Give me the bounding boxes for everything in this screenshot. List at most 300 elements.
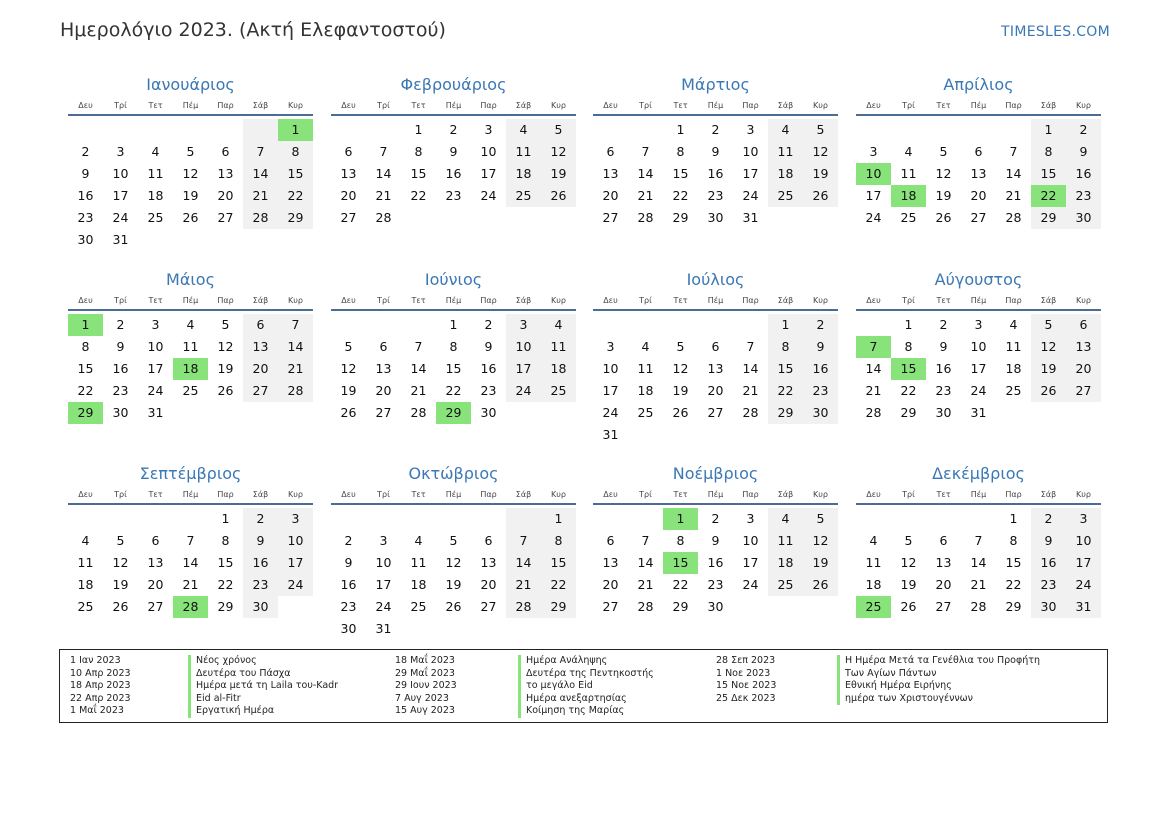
day-cell: 8 [676, 144, 685, 159]
day-cell: 17 [506, 358, 541, 380]
legend-date: 18 Απρ 2023 [70, 680, 131, 691]
day-cell: 24 [480, 188, 497, 203]
day-cell: 21 [865, 383, 882, 398]
weekday-label: Δευ [603, 296, 618, 305]
holiday-day-cell: 18 [891, 185, 926, 207]
day-cell: 28 [1005, 210, 1022, 225]
day-cell: 14 [637, 555, 654, 570]
empty-cell [663, 314, 698, 336]
day-cell: 16 [340, 577, 357, 592]
holiday-day-cell: 29 [436, 402, 471, 424]
day-cell: 31 [970, 405, 987, 420]
day-cell: 10 [742, 144, 759, 159]
day-cell: 27 [1066, 380, 1101, 402]
day-cell: 17 [480, 166, 497, 181]
day-cell: 5 [541, 119, 576, 141]
weekday-label: Παρ [480, 101, 497, 110]
empty-cell [891, 508, 926, 530]
day-cell: 19 [900, 577, 917, 592]
day-cell: 18 [768, 552, 803, 574]
empty-cell [103, 119, 138, 141]
weekday-header [68, 292, 313, 311]
day-cell: 13 [707, 361, 724, 376]
empty-cell [68, 508, 103, 530]
month-block [593, 268, 838, 446]
legend-holiday-name: Η Ημέρα Μετά τα Γενέθλια του Προφήτη [837, 655, 1040, 668]
day-cell: 1 [1009, 511, 1018, 526]
day-cell: 21 [243, 185, 278, 207]
day-cell: 24 [112, 210, 129, 225]
day-cell: 3 [746, 511, 755, 526]
day-cell: 20 [1066, 358, 1101, 380]
day-cell: 1 [449, 317, 458, 332]
day-cell: 31 [602, 427, 619, 442]
day-cell: 2 [243, 508, 278, 530]
day-cell: 31 [1066, 596, 1101, 618]
day-cell: 24 [742, 188, 759, 203]
day-cell: 1 [904, 317, 913, 332]
weekday-label: Κυρ [1076, 490, 1091, 499]
weekday-label: Δευ [341, 101, 356, 110]
holiday-day-cell: 1 [68, 314, 103, 336]
day-grid [856, 119, 1101, 229]
day-cell: 23 [935, 383, 952, 398]
day-cell: 19 [340, 383, 357, 398]
weekday-header [593, 486, 838, 505]
day-cell: 12 [803, 141, 838, 163]
empty-cell [856, 508, 891, 530]
holiday-day-cell: 18 [173, 358, 208, 380]
legend-date: 1 Νοε 2023 [716, 667, 771, 679]
day-cell: 19 [217, 361, 234, 376]
legend-holiday-name: Ημέρα μετά τη Laila του-Kadr [188, 680, 338, 693]
weekday-label: Πέμ [445, 296, 462, 305]
day-cell: 22 [217, 577, 234, 592]
day-cell: 11 [77, 555, 94, 570]
day-cell: 6 [151, 533, 160, 548]
day-cell: 28 [970, 599, 987, 614]
day-cell: 9 [344, 555, 353, 570]
day-cell: 30 [707, 210, 724, 225]
day-cell: 28 [278, 380, 313, 402]
day-cell: 18 [637, 383, 654, 398]
weekday-header [856, 486, 1101, 505]
month-block [68, 73, 313, 251]
brand-link[interactable]: TIMESLES.COM [1001, 24, 1110, 40]
day-cell: 28 [243, 207, 278, 229]
day-cell: 19 [445, 577, 462, 592]
day-cell: 10 [506, 336, 541, 358]
legend-date: 28 Σεπ 2023 [716, 655, 776, 666]
day-cell: 25 [768, 185, 803, 207]
day-cell: 23 [1031, 574, 1066, 596]
day-cell: 14 [410, 361, 427, 376]
day-cell: 19 [803, 552, 838, 574]
day-cell: 18 [77, 577, 94, 592]
weekday-label: Δευ [603, 101, 618, 110]
weekday-label: Πέμ [182, 296, 199, 305]
weekday-label: Κυρ [551, 296, 566, 305]
day-cell: 23 [243, 574, 278, 596]
day-cell: 23 [803, 380, 838, 402]
month-name: Οκτώβριος [408, 464, 499, 483]
day-cell: 8 [1031, 141, 1066, 163]
day-cell: 10 [147, 339, 164, 354]
day-cell: 25 [768, 574, 803, 596]
day-cell: 13 [147, 555, 164, 570]
legend-dates-col-1 [70, 655, 131, 718]
day-cell: 28 [742, 405, 759, 420]
day-cell: 14 [1005, 166, 1022, 181]
day-cell: 18 [865, 577, 882, 592]
day-cell: 19 [112, 577, 129, 592]
day-cell: 17 [1066, 552, 1101, 574]
day-cell: 5 [939, 144, 948, 159]
legend-holiday-name: το μεγάλο Eid [518, 680, 654, 693]
day-grid [331, 119, 576, 229]
empty-cell [138, 119, 173, 141]
weekday-label: Σάβ [252, 101, 269, 110]
weekday-label: Δευ [341, 490, 356, 499]
holiday-day-cell: 25 [856, 596, 891, 618]
day-cell: 5 [803, 119, 838, 141]
day-cell: 1 [1031, 119, 1066, 141]
day-cell: 4 [869, 533, 878, 548]
holiday-day-cell: 1 [663, 508, 698, 530]
day-cell: 6 [1066, 314, 1101, 336]
weekday-label: Κυρ [813, 101, 828, 110]
empty-cell [996, 119, 1031, 141]
day-cell: 3 [974, 317, 983, 332]
day-cell: 6 [484, 533, 493, 548]
day-cell: 22 [672, 577, 689, 592]
day-cell: 23 [1066, 185, 1101, 207]
empty-cell [68, 119, 103, 141]
day-cell: 4 [81, 533, 90, 548]
day-cell: 24 [1066, 574, 1101, 596]
day-cell: 24 [375, 599, 392, 614]
day-cell: 7 [974, 533, 983, 548]
day-cell: 30 [243, 596, 278, 618]
empty-cell [593, 314, 628, 336]
page-title: Ημερολόγιο 2023. (Ακτή Ελεφαντοστού) [60, 19, 446, 41]
day-cell: 30 [77, 232, 94, 247]
day-grid [593, 119, 838, 229]
day-cell: 28 [637, 599, 654, 614]
day-cell: 7 [379, 144, 388, 159]
month-name: Μάιος [166, 270, 215, 289]
day-cell: 10 [375, 555, 392, 570]
weekday-label: Πέμ [707, 296, 724, 305]
empty-cell [628, 119, 663, 141]
day-cell: 6 [939, 533, 948, 548]
weekday-label: Σάβ [1040, 101, 1057, 110]
day-cell: 16 [480, 361, 497, 376]
day-cell: 25 [182, 383, 199, 398]
day-cell: 20 [602, 188, 619, 203]
day-cell: 5 [221, 317, 230, 332]
legend-date: 18 Μαΐ 2023 [395, 655, 455, 666]
day-cell: 6 [606, 144, 615, 159]
weekday-label: Κυρ [1076, 101, 1091, 110]
day-cell: 27 [602, 599, 619, 614]
day-cell: 12 [935, 166, 952, 181]
empty-cell [138, 508, 173, 530]
day-cell: 4 [414, 533, 423, 548]
day-cell: 19 [1031, 358, 1066, 380]
day-cell: 29 [1031, 207, 1066, 229]
day-cell: 15 [1031, 163, 1066, 185]
month-block [331, 73, 576, 229]
legend-holiday-name: Δευτέρα της Πεντηκοστής [518, 668, 654, 681]
empty-cell [173, 508, 208, 530]
day-cell: 18 [1005, 361, 1022, 376]
day-cell: 29 [672, 210, 689, 225]
weekday-label: Σάβ [777, 296, 794, 305]
day-cell: 4 [506, 119, 541, 141]
day-cell: 16 [112, 361, 129, 376]
day-cell: 29 [900, 405, 917, 420]
day-cell: 4 [904, 144, 913, 159]
weekday-label: Τετ [673, 296, 688, 305]
day-cell: 10 [602, 361, 619, 376]
day-cell: 6 [379, 339, 388, 354]
day-cell: 6 [243, 314, 278, 336]
month-block [593, 462, 838, 618]
legend-holiday-name: Εθνική Ημέρα Ειρήνης [837, 680, 1040, 693]
day-cell: 19 [672, 383, 689, 398]
weekday-label: Τρί [639, 101, 652, 110]
day-cell: 21 [637, 188, 654, 203]
day-cell: 9 [939, 339, 948, 354]
day-cell: 28 [506, 596, 541, 618]
weekday-header [856, 97, 1101, 116]
weekday-header [331, 97, 576, 116]
weekday-label: Δευ [603, 490, 618, 499]
day-cell: 29 [768, 402, 803, 424]
weekday-label: Κυρ [813, 490, 828, 499]
day-cell: 9 [711, 144, 720, 159]
day-cell: 14 [182, 555, 199, 570]
day-cell: 30 [707, 599, 724, 614]
day-cell: 16 [445, 166, 462, 181]
day-cell: 1 [541, 508, 576, 530]
month-name: Μάρτιος [681, 75, 750, 94]
weekday-label: Τετ [936, 490, 951, 499]
day-cell: 15 [278, 163, 313, 185]
day-cell: 16 [1066, 163, 1101, 185]
day-cell: 14 [865, 361, 882, 376]
day-cell: 22 [768, 380, 803, 402]
empty-cell [331, 119, 366, 141]
weekday-label: Παρ [742, 490, 759, 499]
day-cell: 19 [803, 163, 838, 185]
day-cell: 26 [541, 185, 576, 207]
weekday-label: Δευ [866, 101, 881, 110]
legend-date: 29 Μαΐ 2023 [395, 667, 455, 679]
day-cell: 20 [970, 188, 987, 203]
day-cell: 23 [480, 383, 497, 398]
day-cell: 15 [410, 166, 427, 181]
day-grid [593, 314, 838, 446]
day-grid [856, 508, 1101, 618]
weekday-label: Τρί [902, 490, 915, 499]
day-cell: 3 [116, 144, 125, 159]
legend-date: 22 Απρ 2023 [70, 692, 131, 704]
empty-cell [331, 314, 366, 336]
empty-cell [856, 314, 891, 336]
day-cell: 4 [541, 314, 576, 336]
weekday-label: Δευ [866, 296, 881, 305]
day-cell: 23 [445, 188, 462, 203]
day-cell: 14 [243, 163, 278, 185]
day-cell: 2 [1031, 508, 1066, 530]
day-cell: 4 [1009, 317, 1018, 332]
empty-cell [366, 119, 401, 141]
day-cell: 31 [375, 621, 392, 636]
weekday-label: Τετ [673, 490, 688, 499]
weekday-label: Σάβ [777, 101, 794, 110]
day-cell: 26 [803, 574, 838, 596]
day-cell: 5 [803, 508, 838, 530]
day-cell: 30 [480, 405, 497, 420]
day-cell: 16 [707, 166, 724, 181]
day-cell: 13 [970, 166, 987, 181]
day-cell: 7 [746, 339, 755, 354]
weekday-label: Κυρ [288, 296, 303, 305]
legend-date: 29 Ιουν 2023 [395, 680, 457, 691]
day-cell: 12 [672, 361, 689, 376]
day-grid [68, 508, 313, 618]
legend-names-col-1 [188, 655, 338, 718]
day-cell: 11 [182, 339, 199, 354]
day-cell: 29 [1005, 599, 1022, 614]
day-cell: 9 [1066, 141, 1101, 163]
weekday-label: Πέμ [970, 490, 987, 499]
weekday-label: Δευ [78, 101, 93, 110]
month-name: Νοέμβριος [672, 464, 759, 483]
weekday-label: Παρ [217, 296, 234, 305]
day-cell: 11 [637, 361, 654, 376]
legend-dates-col-2 [395, 655, 457, 718]
legend-holiday-name: Κοίμηση της Μαρίας [518, 705, 654, 718]
weekday-label: Παρ [480, 490, 497, 499]
legend-holiday-name: Των Αγίων Πάντων [837, 668, 1040, 681]
weekday-label: Τετ [936, 101, 951, 110]
day-cell: 9 [116, 339, 125, 354]
legend-holiday-name: Ημέρα ανεξαρτησίας [518, 693, 654, 706]
day-cell: 22 [672, 188, 689, 203]
day-cell: 10 [480, 144, 497, 159]
day-cell: 25 [1005, 383, 1022, 398]
day-cell: 8 [221, 533, 230, 548]
empty-cell [961, 119, 996, 141]
weekday-label: Σάβ [515, 101, 532, 110]
day-cell: 12 [217, 339, 234, 354]
day-cell: 13 [217, 166, 234, 181]
day-cell: 22 [900, 383, 917, 398]
day-cell: 4 [768, 508, 803, 530]
day-cell: 20 [217, 188, 234, 203]
day-cell: 26 [935, 210, 952, 225]
weekday-label: Τρί [377, 490, 390, 499]
weekday-label: Κυρ [551, 101, 566, 110]
day-cell: 1 [676, 122, 685, 137]
day-cell: 5 [676, 339, 685, 354]
holiday-day-cell: 1 [278, 119, 313, 141]
empty-cell [173, 119, 208, 141]
day-cell: 21 [506, 574, 541, 596]
day-cell: 12 [1031, 336, 1066, 358]
day-cell: 13 [340, 166, 357, 181]
day-cell: 1 [221, 511, 230, 526]
day-grid [331, 508, 576, 640]
day-cell: 9 [243, 530, 278, 552]
day-cell: 25 [637, 405, 654, 420]
empty-cell [628, 314, 663, 336]
day-cell: 24 [970, 383, 987, 398]
day-cell: 20 [147, 577, 164, 592]
month-block [856, 73, 1101, 229]
day-cell: 12 [340, 361, 357, 376]
month-name: Ιούλιος [686, 270, 745, 289]
empty-cell [593, 508, 628, 530]
day-cell: 26 [112, 599, 129, 614]
empty-cell [436, 508, 471, 530]
weekday-label: Σάβ [777, 490, 794, 499]
legend-holiday-name: Νέος χρόνος [188, 655, 338, 668]
day-cell: 12 [182, 166, 199, 181]
day-cell: 13 [1066, 336, 1101, 358]
day-cell: 7 [278, 314, 313, 336]
day-cell: 31 [112, 232, 129, 247]
day-cell: 14 [637, 166, 654, 181]
day-cell: 8 [768, 336, 803, 358]
empty-cell [856, 119, 891, 141]
weekday-header [856, 292, 1101, 311]
day-cell: 17 [602, 383, 619, 398]
day-cell: 2 [711, 122, 720, 137]
legend-holiday-name: ημέρα των Χριστουγέννων [837, 693, 1040, 706]
day-cell: 24 [602, 405, 619, 420]
weekday-label: Παρ [480, 296, 497, 305]
day-cell: 11 [1005, 339, 1022, 354]
day-cell: 17 [278, 552, 313, 574]
day-cell: 26 [445, 599, 462, 614]
day-cell: 21 [742, 383, 759, 398]
day-cell: 12 [112, 555, 129, 570]
legend-date: 1 Μαΐ 2023 [70, 705, 124, 716]
day-cell: 29 [278, 207, 313, 229]
day-cell: 5 [1031, 314, 1066, 336]
day-cell: 9 [711, 533, 720, 548]
day-cell: 11 [541, 336, 576, 358]
day-cell: 15 [77, 361, 94, 376]
month-block [856, 462, 1101, 618]
weekday-label: Πέμ [707, 101, 724, 110]
day-cell: 26 [672, 405, 689, 420]
empty-cell [243, 119, 278, 141]
day-cell: 11 [768, 141, 803, 163]
day-cell: 22 [541, 574, 576, 596]
day-cell: 3 [746, 122, 755, 137]
day-cell: 25 [900, 210, 917, 225]
day-cell: 9 [484, 339, 493, 354]
day-cell: 12 [541, 141, 576, 163]
day-cell: 20 [602, 577, 619, 592]
day-cell: 26 [182, 210, 199, 225]
month-block [68, 268, 313, 424]
